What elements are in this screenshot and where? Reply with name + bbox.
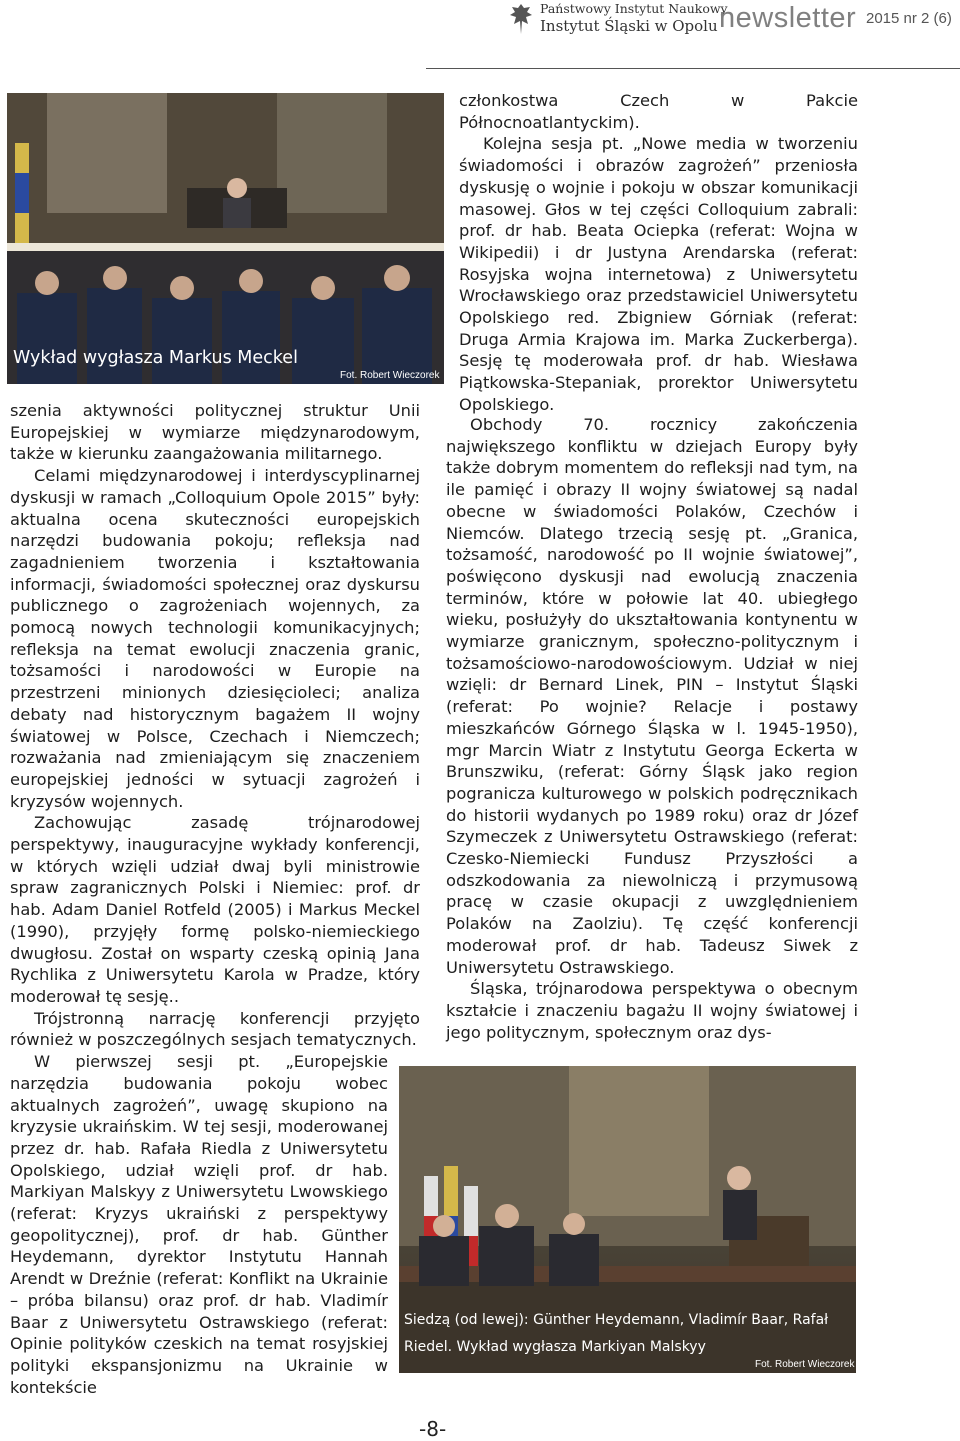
issue-number: 2015 nr 2 (6) bbox=[866, 10, 952, 27]
photo-lecture-markus-meckel bbox=[7, 93, 444, 384]
paragraph: szenia aktywności politycznej struktur Unii Europejskiej w wymiarze międzynarodowym, także w kierunku zaangażowania militarnego. bbox=[10, 401, 420, 464]
photo-caption-line2: Riedel. Wykład wygłasza Markiyan Malskyy bbox=[404, 1339, 706, 1355]
page-number: -8- bbox=[419, 1417, 447, 1441]
page-header bbox=[0, 0, 960, 44]
header-divider bbox=[426, 68, 960, 69]
paragraph: W pierwszej sesji pt. „Europejskie narzędzia budowania pokoju wobec aktualnych zagrożeń”, uwagę skupiono na kryzysie ukraińskim. W tej sesji, moderowanej przez dr. hab. Rafała Riedla z Uniwersytetu Opolskiego, udział wzięli prof. dr hab. Markiyan Malskyy z Uniwersytetu Lwowskiego (referat: Kryzys ukraiński z perspektywy geopolitycznej), prof. dr hab. Günther Heydemann, dyrektor Instytutu Hannah Arendt w Dreźnie (referat: Konflikt na Ukrainie – próba bilansu) oraz prof. dr hab. Vladimír Baar z Uniwersytetu Ostrawskiego (referat: Opinie polityków czeskich na temat rosyjskiej polityki ekspansjonizmu na Ukrainie w kontekście bbox=[10, 1052, 388, 1397]
paragraph: członkostwa Czech w Pakcie Północnoatlantyckim). bbox=[459, 91, 858, 132]
photo-panel-session bbox=[399, 1066, 856, 1373]
institute-line1: Państwowy Instytut Naukowy bbox=[540, 1, 728, 16]
paragraph: Śląska, trójnarodowa perspektywa o obecnym kształcie i znaczeniu bagażu II wojny światowej i jego politycznym, społecznym oraz dys- bbox=[446, 979, 858, 1042]
paragraph: Celami międzynarodowej i interdyscyplinarnej dyskusji w ramach „Colloquium Opole 2015” były: aktualna ocena skuteczności europejskich narzędzi budowania pokoju; refleksja nad zagadnieniem tworzenia i kształtowania informacji, świadomości społecznej oraz dyskursu publicznego o zagrożeniach wojennych, za pomocą nowych technologii komunikacyjnych; refleksja na temat ewolucji znaczenia granic, tożsamości i narodowości w Europie na przestrzeni minionych dziesięcioleci; analiza debaty nad historycznym bagażem II wojny światowej w Polsce, Czechach i Niemczech; rozważania nad zmieniającym się znaczeniem europejskiej jedności w sytuacji zagrożeń i kryzysów wojennych. bbox=[10, 466, 420, 811]
article-right-column-top bbox=[459, 90, 858, 416]
institute-eagle-logo-icon bbox=[508, 2, 534, 36]
newsletter-title: newsletter bbox=[719, 2, 857, 34]
conference-hall-image bbox=[7, 93, 444, 384]
paragraph: Zachowując zasadę trójnarodowej perspektywy, inauguracyjne wykłady konferencji, w których wzięli udział dwaj byli ministrowie spraw zagranicznych Polski i Niemiec: prof. dr hab. Adam Daniel Rotfeld (2005) i Markus Meckel (1990), przyjęły formę polsko-niemieckiego dwugłosu. Został on wsparty czeską opinią Jana Rychlika z Uniwersytetu Karola w Pradze, który moderował tę sesję.. bbox=[10, 813, 420, 1006]
article-left-column bbox=[10, 400, 420, 1398]
institute-name bbox=[540, 0, 728, 36]
photo-caption: Wykład wygłasza Markus Meckel bbox=[13, 348, 298, 368]
institute-line2: Instytut Śląski w Opolu bbox=[540, 17, 718, 35]
photo-credit: Fot. Robert Wieczorek bbox=[755, 1359, 855, 1370]
paragraph: Trójstronną narrację konferencji przyjęto również w poszczególnych sesjach tematycznych. bbox=[10, 1008, 420, 1050]
photo-caption-line1: Siedzą (od lewej): Günther Heydemann, Vladimír Baar, Rafał bbox=[404, 1312, 829, 1328]
paragraph: Obchody 70. rocznicy zakończenia największego konfliktu w dziejach Europy były także dobrym momentem do refleksji nad tym, na ile pamięć i obrazy II wojny światowej są nadal obecne w świadomości Polaków, Czechów i Niemców. Dlatego trzecią sesję pt. „Granica, tożsamość, narodowość po II wojnie światowej”, poświęcono dyskusji nad ewolucją znaczenia terminów, które w połowie lat 40. ubiegłego wieku, posłużyły do ukształtowania kontynentu w wymiarze granicznym, społeczno-politycznym i tożsamościowo-narodowościowym. Udział w niej wzięli: dr Bernard Linek, PIN – Instytut Śląski (referat: Po wojnie? Relacje i postawy mieszkańców Górnego Śląska w l. 1945-1950), mgr Marcin Wiatr z Instytutu Georga Eckerta w Brunszwiku, (referat: Górny Śląsk jako region pogranicza kulturowego w polskich podręcznikach do historii wydanych po 1989 roku) oraz dr Józef Szymeczek z Uniwersytetu Ostrawskiego (referat: Czesko-Niemiecki Fundusz Przyszłości a odszkodowania za niewolniczą i przymusową pracę w czasie okupacji z uwzględnieniem Polaków na Zaolziu). Tę część konferencji moderował prof. dr hab. Tadeusz Siwek z Uniwersytetu Ostrawskiego. bbox=[446, 415, 858, 977]
paragraph: Kolejna sesja pt. „Nowe media w tworzeniu świadomości i obrazów zagrożeń” przeniosła dyskusję o wojnie i pokoju w obszar komunikacji masowej. Głos w tej części Colloquium zabrali: prof. dr hab. Beata Ociepka (referat: Wojna w Wikipedii) i dr Justyna Arendarska (referat: Rosyjska wojna internetowa) z Uniwersytetu Wrocławskiego oraz przedstawiciel Uniwersytetu Opolskiego red. Zbigniew Górniak (referat: Druga Armia Krajowa im. Marka Zuckerberga). Sesję tę moderowała prof. dr hab. Wiesława Piątkowska-Stepaniak, prorektor Uniwersytetu Opolskiego. bbox=[459, 134, 858, 414]
article-right-column-bottom bbox=[446, 414, 858, 1043]
photo-credit: Fot. Robert Wieczorek bbox=[340, 370, 440, 381]
